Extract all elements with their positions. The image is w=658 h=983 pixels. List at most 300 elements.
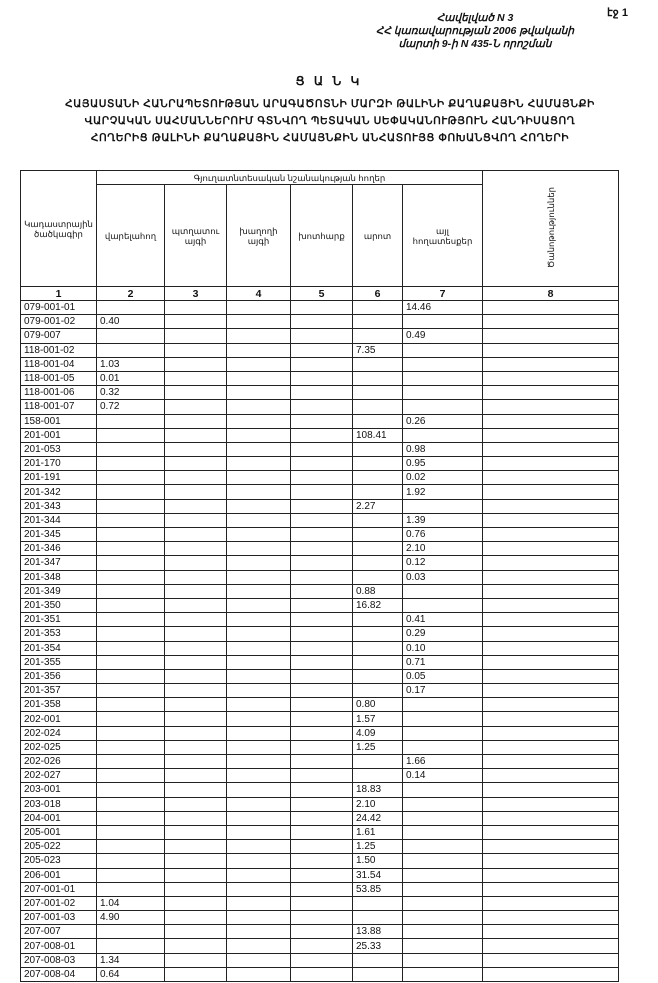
code-cell: 118-001-05 [21,371,97,385]
fruit-cell [165,769,227,783]
fruit-cell [165,428,227,442]
arable-cell: 0.01 [97,371,165,385]
other-cell: 0.05 [403,669,483,683]
fruit-cell [165,528,227,542]
other-cell [403,712,483,726]
note-cell [483,740,619,754]
hayfield-cell [291,925,353,939]
table-row [21,485,619,499]
column-number: 4 [227,287,291,301]
code-cell: 201-351 [21,613,97,627]
table-row [21,428,619,442]
table-row [21,400,619,414]
vine-cell [227,953,291,967]
code-cell: 118-001-06 [21,386,97,400]
pasture-cell [353,457,403,471]
other-cell [403,428,483,442]
fruit-cell [165,911,227,925]
arable-cell: 4.90 [97,911,165,925]
pasture-cell [353,755,403,769]
table-row [21,684,619,698]
table-row [21,471,619,485]
vine-cell [227,613,291,627]
pasture-cell [353,315,403,329]
arable-cell [97,471,165,485]
table-row [21,414,619,428]
table-row [21,528,619,542]
table-row [21,911,619,925]
header-vine: խաղողի այգի [227,185,291,287]
arable-cell [97,457,165,471]
subtitle-line: ՀԱՅԱՍՏԱՆԻ ՀԱՆՐԱՊԵՏՈՒԹՅԱՆ ԱՐԱԳԱԾՈՏՆԻ ՄԱՐԶԻ ԹԱԼԻՆԻ ՔԱՂԱՔԱՅԻՆ ՀԱՄԱՅՆՔԻ [65,98,595,110]
hayfield-cell [291,840,353,854]
code-cell: 203-001 [21,783,97,797]
fruit-cell [165,740,227,754]
arable-cell [97,797,165,811]
other-cell [403,598,483,612]
code-cell: 201-001 [21,428,97,442]
fruit-cell [165,925,227,939]
arable-cell [97,684,165,698]
other-cell [403,939,483,953]
column-number: 6 [353,287,403,301]
vine-cell [227,868,291,882]
note-cell [483,641,619,655]
table-row [21,882,619,896]
fruit-cell [165,613,227,627]
code-cell: 201-170 [21,457,97,471]
vine-cell [227,840,291,854]
fruit-cell [165,811,227,825]
fruit-cell [165,513,227,527]
arable-cell: 0.64 [97,967,165,981]
vine-cell [227,442,291,456]
fruit-cell [165,939,227,953]
header-note [483,171,619,287]
pasture-cell [353,911,403,925]
code-cell: 202-027 [21,769,97,783]
hayfield-cell [291,939,353,953]
note-cell [483,584,619,598]
table-row [21,925,619,939]
hayfield-cell [291,911,353,925]
hayfield-cell [291,414,353,428]
arable-cell [97,698,165,712]
other-cell [403,840,483,854]
other-cell [403,400,483,414]
header-code: Կադաստրային ծածկագիր [21,171,97,287]
appendix-line: Հավելված N 3 [436,12,514,24]
arable-cell [97,428,165,442]
hayfield-cell [291,528,353,542]
hayfield-cell [291,684,353,698]
table-row [21,769,619,783]
vine-cell [227,315,291,329]
table-row [21,613,619,627]
other-cell: 0.12 [403,556,483,570]
fruit-cell [165,882,227,896]
code-cell: 202-025 [21,740,97,754]
other-cell: 14.46 [403,301,483,315]
arable-cell: 0.32 [97,386,165,400]
code-cell: 201-342 [21,485,97,499]
code-cell: 201-350 [21,598,97,612]
note-cell [483,840,619,854]
arable-cell [97,613,165,627]
pasture-cell [353,556,403,570]
pasture-cell [353,329,403,343]
arable-cell [97,584,165,598]
pasture-cell [353,613,403,627]
hayfield-cell [291,783,353,797]
code-cell: 207-001-02 [21,896,97,910]
table-row [21,967,619,981]
vine-cell [227,797,291,811]
code-cell: 201-053 [21,442,97,456]
pasture-cell: 0.80 [353,698,403,712]
pasture-cell [353,627,403,641]
fruit-cell [165,896,227,910]
arable-cell [97,414,165,428]
other-cell: 0.17 [403,684,483,698]
vine-cell [227,499,291,513]
arable-cell [97,740,165,754]
code-cell: 201-358 [21,698,97,712]
fruit-cell [165,655,227,669]
code-cell: 201-344 [21,513,97,527]
header-other: այլ հողատեսքեր [403,185,483,287]
note-cell [483,797,619,811]
fruit-cell [165,343,227,357]
hayfield-cell [291,457,353,471]
arable-cell [97,840,165,854]
arable-cell [97,641,165,655]
pasture-cell [353,542,403,556]
fruit-cell [165,669,227,683]
pasture-cell [353,386,403,400]
note-cell [483,925,619,939]
note-cell [483,684,619,698]
arable-cell [97,542,165,556]
code-cell: 079-001-02 [21,315,97,329]
column-number: 7 [403,287,483,301]
note-cell [483,854,619,868]
table-row [21,868,619,882]
pasture-cell: 0.88 [353,584,403,598]
code-cell: 201-357 [21,684,97,698]
other-cell [403,825,483,839]
column-number: 1 [21,287,97,301]
hayfield-cell [291,967,353,981]
pasture-cell [353,641,403,655]
table-row [21,542,619,556]
arable-cell [97,343,165,357]
code-cell: 201-349 [21,584,97,598]
table-row [21,783,619,797]
arable-cell [97,627,165,641]
fruit-cell [165,329,227,343]
other-cell [403,343,483,357]
hayfield-cell [291,343,353,357]
arable-cell [97,854,165,868]
code-cell: 118-001-02 [21,343,97,357]
fruit-cell [165,301,227,315]
vine-cell [227,911,291,925]
code-cell: 201-345 [21,528,97,542]
fruit-cell [165,584,227,598]
note-cell [483,953,619,967]
note-cell [483,882,619,896]
pasture-cell [353,967,403,981]
table-row [21,442,619,456]
other-cell [403,797,483,811]
table-body [21,301,619,982]
other-cell [403,726,483,740]
arable-cell [97,925,165,939]
other-cell [403,925,483,939]
other-cell: 1.92 [403,485,483,499]
note-cell [483,428,619,442]
pasture-cell: 18.83 [353,783,403,797]
pasture-cell: 2.10 [353,797,403,811]
note-cell [483,556,619,570]
code-cell: 201-355 [21,655,97,669]
fruit-cell [165,598,227,612]
pasture-cell: 1.25 [353,840,403,854]
table-row [21,854,619,868]
hayfield-cell [291,797,353,811]
arable-cell [97,769,165,783]
code-cell: 201-347 [21,556,97,570]
hayfield-cell [291,400,353,414]
other-cell [403,584,483,598]
code-cell: 201-346 [21,542,97,556]
pasture-cell: 24.42 [353,811,403,825]
other-cell: 1.39 [403,513,483,527]
table-row [21,797,619,811]
other-cell: 0.03 [403,570,483,584]
hayfield-cell [291,357,353,371]
page-number: էջ 1 [607,7,628,19]
note-cell [483,911,619,925]
code-cell: 202-001 [21,712,97,726]
fruit-cell [165,755,227,769]
pasture-cell: 13.88 [353,925,403,939]
vine-cell [227,698,291,712]
arable-cell: 1.04 [97,896,165,910]
subtitle-line: ՀՈՂԵՐԻՑ ԹԱԼԻՆԻ ՔԱՂԱՔԱՅԻՆ ՀԱՄԱՅՆՔԻՆ ԱՆՀԱՏՈՒՅՑ ՓՈԽԱՆՑՎՈՂ ՀՈՂԵՐԻ [90,132,570,144]
note-cell [483,570,619,584]
hayfield-cell [291,485,353,499]
other-cell: 2.10 [403,542,483,556]
note-cell [483,386,619,400]
vine-cell [227,854,291,868]
fruit-cell [165,783,227,797]
arable-cell [97,669,165,683]
note-cell [483,329,619,343]
arable-cell [97,499,165,513]
header-hayfield: խոտհարք [291,185,353,287]
table-row [21,712,619,726]
hayfield-cell [291,386,353,400]
pasture-cell [353,953,403,967]
pasture-cell [353,301,403,315]
note-cell [483,967,619,981]
pasture-cell [353,471,403,485]
pasture-cell [353,485,403,499]
other-cell [403,499,483,513]
hayfield-cell [291,584,353,598]
note-cell [483,896,619,910]
hayfield-cell [291,811,353,825]
code-cell: 205-023 [21,854,97,868]
other-cell: 1.66 [403,755,483,769]
pasture-cell [353,896,403,910]
pasture-cell [353,570,403,584]
fruit-cell [165,400,227,414]
other-cell: 0.95 [403,457,483,471]
vine-cell [227,641,291,655]
hayfield-cell [291,953,353,967]
note-cell [483,868,619,882]
other-cell [403,357,483,371]
fruit-cell [165,315,227,329]
arable-cell [97,811,165,825]
table-row [21,669,619,683]
code-cell: 079-007 [21,329,97,343]
arable-cell [97,598,165,612]
code-cell: 207-008-01 [21,939,97,953]
other-cell [403,811,483,825]
hayfield-cell [291,371,353,385]
fruit-cell [165,641,227,655]
pasture-cell: 1.50 [353,854,403,868]
fruit-cell [165,797,227,811]
vine-cell [227,556,291,570]
table-row [21,513,619,527]
vine-cell [227,882,291,896]
code-cell: 206-001 [21,868,97,882]
code-cell: 201-343 [21,499,97,513]
other-cell [403,740,483,754]
arable-cell [97,655,165,669]
other-cell [403,868,483,882]
hayfield-cell [291,641,353,655]
arable-cell [97,726,165,740]
hayfield-cell [291,556,353,570]
note-cell [483,400,619,414]
vine-cell [227,655,291,669]
header-agri-group: Գյուղատնտեսական նշանակության հողեր [97,171,483,185]
arable-cell [97,329,165,343]
vine-cell [227,471,291,485]
pasture-cell [353,400,403,414]
hayfield-cell [291,825,353,839]
vine-cell [227,485,291,499]
other-cell: 0.71 [403,655,483,669]
code-cell: 203-018 [21,797,97,811]
code-cell: 079-001-01 [21,301,97,315]
hayfield-cell [291,755,353,769]
pasture-cell [353,684,403,698]
arable-cell: 0.72 [97,400,165,414]
header-pasture: արոտ [353,185,403,287]
note-cell [483,755,619,769]
pasture-cell: 1.25 [353,740,403,754]
pasture-cell: 4.09 [353,726,403,740]
other-cell: 0.14 [403,769,483,783]
table-row [21,301,619,315]
appendix-line: ՀՀ կառավարության 2006 թվականի [375,25,575,37]
note-cell [483,513,619,527]
code-cell: 201-348 [21,570,97,584]
table-row [21,939,619,953]
vine-cell [227,627,291,641]
note-cell [483,485,619,499]
vine-cell [227,301,291,315]
note-cell [483,655,619,669]
column-number: 8 [483,287,619,301]
fruit-cell [165,357,227,371]
pasture-cell: 108.41 [353,428,403,442]
fruit-cell [165,499,227,513]
other-cell: 0.10 [403,641,483,655]
arable-cell [97,570,165,584]
vine-cell [227,783,291,797]
arable-cell [97,556,165,570]
arable-cell: 1.34 [97,953,165,967]
note-cell [483,769,619,783]
pasture-cell: 25.33 [353,939,403,953]
table-row [21,343,619,357]
arable-cell [97,301,165,315]
hayfield-cell [291,471,353,485]
other-cell: 0.02 [403,471,483,485]
code-cell: 207-001-01 [21,882,97,896]
pasture-cell: 53.85 [353,882,403,896]
table-row [21,896,619,910]
hayfield-cell [291,868,353,882]
fruit-cell [165,457,227,471]
note-cell [483,669,619,683]
vine-cell [227,343,291,357]
hayfield-cell [291,712,353,726]
vine-cell [227,712,291,726]
table-row [21,811,619,825]
fruit-cell [165,868,227,882]
appendix-header [360,12,590,51]
code-cell: 201-356 [21,669,97,683]
vine-cell [227,939,291,953]
fruit-cell [165,570,227,584]
other-cell [403,854,483,868]
note-cell [483,542,619,556]
table-row [21,726,619,740]
header-arable: վարելահող [97,185,165,287]
other-cell [403,783,483,797]
arable-cell [97,712,165,726]
note-cell [483,357,619,371]
other-cell [403,371,483,385]
code-cell: 201-354 [21,641,97,655]
note-cell [483,698,619,712]
other-cell [403,896,483,910]
arable-cell [97,868,165,882]
fruit-cell [165,726,227,740]
other-cell [403,953,483,967]
note-cell [483,598,619,612]
pasture-cell: 7.35 [353,343,403,357]
